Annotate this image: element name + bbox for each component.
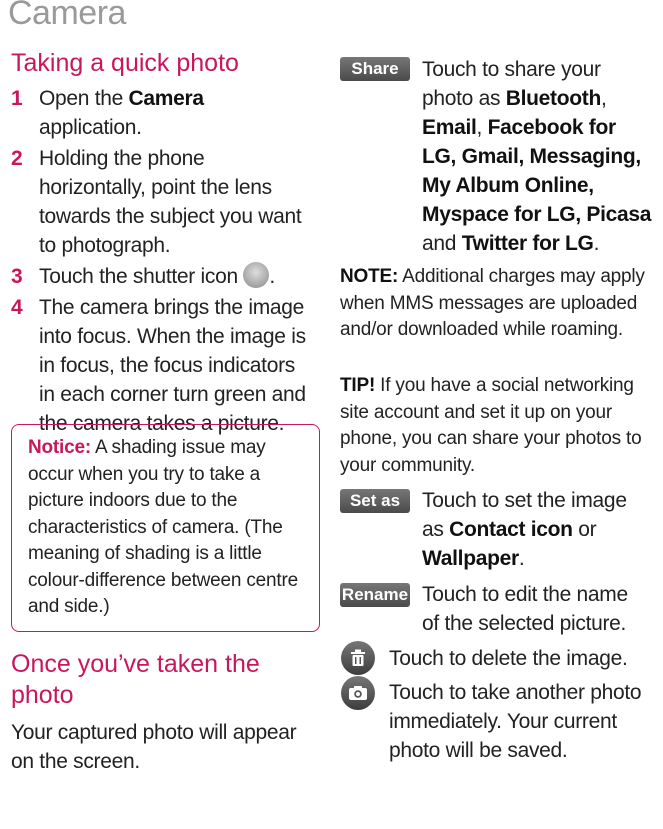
step-4 xyxy=(11,293,311,438)
separator: . xyxy=(518,547,525,570)
taken-text: Your captured photo will appear on the screen. xyxy=(11,721,297,773)
share-button[interactable]: Share xyxy=(340,57,410,81)
set-as-text: Touch to set the image as xyxy=(422,489,627,541)
share-options-list: Facebook for LG, Gmail, Messaging, My Album Online, Myspace for LG, Picasa xyxy=(422,116,652,226)
step-3 xyxy=(11,262,311,291)
share-description xyxy=(422,55,652,258)
page-title: Camera xyxy=(8,0,126,32)
delete-button[interactable] xyxy=(341,641,375,675)
step-number: 2 xyxy=(11,147,23,170)
separator: or xyxy=(572,518,597,541)
camera-app-name: Camera xyxy=(128,87,204,110)
rename-description: Touch to edit the name of the selected picture. xyxy=(422,583,628,635)
step-2 xyxy=(11,144,311,260)
section-heading-taken: Once you’ve taken the photo xyxy=(11,650,260,709)
share-option-twitter: Twitter for LG xyxy=(461,232,594,255)
section-heading-quick-photo: Taking a quick photo xyxy=(11,49,239,77)
step-text: Holding the phone horizontally, point the lens towards the subject you want to photograph. xyxy=(39,147,302,257)
notice-text: A shading issue may occur when you try to take a picture indoors due to the characteristics of camera. (The meaning of shading is a little colour-difference between centre and side.) xyxy=(28,437,298,617)
separator: , xyxy=(600,87,607,110)
rename-button[interactable]: Rename xyxy=(340,583,410,607)
note-block xyxy=(340,264,645,344)
notice-box xyxy=(11,424,320,632)
delete-description: Touch to delete the image. xyxy=(389,647,628,670)
contact-icon-option: Contact icon xyxy=(449,518,573,541)
separator: and xyxy=(422,232,462,255)
new-photo-button[interactable] xyxy=(341,676,375,710)
step-number: 3 xyxy=(11,265,23,288)
step-number: 4 xyxy=(11,296,23,319)
set-as-description xyxy=(422,486,652,573)
trash-icon xyxy=(350,649,366,667)
note-text: Additional charges may apply when MMS messages are uploaded and/or downloaded while roaming. xyxy=(340,266,645,340)
step-text: . xyxy=(269,265,275,288)
separator: , xyxy=(476,116,488,139)
shutter-icon xyxy=(243,262,269,288)
step-text: The camera brings the image into focus. When the image is in focus, the focus indicators in each corner turn green and the camera takes a picture. xyxy=(39,296,306,435)
note-label: NOTE: xyxy=(340,266,399,287)
steps-list xyxy=(11,84,311,438)
new-photo-description: Touch to take another photo immediately. Your current photo will be saved. xyxy=(389,681,642,762)
camera-icon xyxy=(348,685,368,701)
share-option-email: Email xyxy=(422,116,477,139)
tip-text: If you have a social networking site account and set it up on your phone, you can share your photos to your community. xyxy=(340,375,642,476)
step-1 xyxy=(11,84,311,142)
share-option-bluetooth: Bluetooth xyxy=(505,87,601,110)
set-as-button[interactable]: Set as xyxy=(340,489,410,513)
wallpaper-option: Wallpaper xyxy=(422,547,519,570)
step-text: Open the xyxy=(39,87,129,110)
tip-label: TIP! xyxy=(340,375,376,396)
tip-block xyxy=(340,373,645,479)
step-text: application. xyxy=(39,116,142,139)
step-text: Touch the shutter icon xyxy=(39,265,244,288)
separator: . xyxy=(593,232,600,255)
share-text: Touch to share your photo as xyxy=(422,58,601,110)
step-number: 1 xyxy=(11,87,23,110)
notice-label: Notice: xyxy=(28,437,91,458)
